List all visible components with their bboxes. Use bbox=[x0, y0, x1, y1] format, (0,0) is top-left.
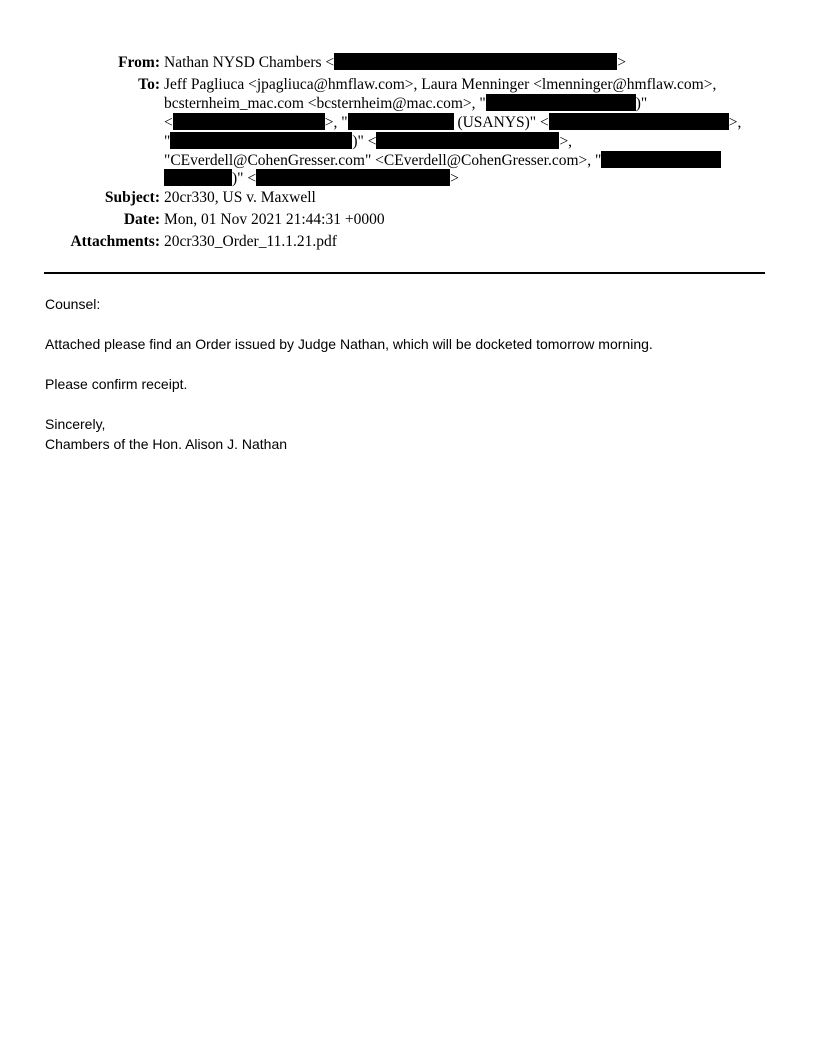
redaction-block bbox=[549, 113, 729, 130]
body-paragraph-1: Attached please find an Order issued by Judge Nathan, which will be docketed tomorrow morning. bbox=[45, 336, 653, 352]
redaction-block bbox=[256, 169, 450, 186]
to-line-6-close: > bbox=[450, 170, 459, 187]
to-line-6 bbox=[164, 169, 459, 188]
to-line-3-close: >, bbox=[728, 114, 742, 131]
from-value bbox=[164, 53, 626, 72]
to-line-5 bbox=[164, 151, 721, 170]
to-line-3-open: < bbox=[164, 114, 173, 131]
to-line-4-close: >, bbox=[559, 133, 573, 150]
attachments-label: Attachments: bbox=[70, 233, 160, 250]
redaction-block bbox=[173, 113, 325, 130]
to-line-5-text: "CEverdell@CohenGresser.com" <CEverdell@CohenGresser.com>, " bbox=[164, 152, 602, 169]
to-line-2-text: bcsternheim_mac.com <bcsternheim@mac.com>, " bbox=[164, 95, 486, 112]
to-line-3-sep: >, " bbox=[324, 114, 348, 131]
redaction-block bbox=[170, 132, 352, 149]
to-line-3 bbox=[164, 113, 741, 132]
from-close: > bbox=[617, 54, 626, 71]
to-line-4-open: " bbox=[164, 133, 171, 150]
body-paragraph-2: Please confirm receipt. bbox=[45, 376, 188, 392]
redaction-block bbox=[376, 132, 559, 149]
subject-value: 20cr330, US v. Maxwell bbox=[164, 189, 316, 206]
redaction-block bbox=[486, 94, 636, 111]
attachment-link[interactable]: 20cr330_Order_11.1.21.pdf bbox=[164, 233, 337, 250]
redaction-block bbox=[164, 169, 232, 186]
subject-label: Subject: bbox=[104, 189, 160, 206]
date-label: Date: bbox=[123, 211, 160, 228]
to-line-2 bbox=[164, 94, 647, 113]
to-line-4 bbox=[164, 132, 572, 151]
redaction-block bbox=[334, 53, 617, 70]
header-divider bbox=[44, 272, 765, 274]
redaction-block bbox=[601, 151, 721, 168]
to-label: To: bbox=[138, 76, 160, 93]
closing: Sincerely, bbox=[45, 416, 106, 432]
from-sender: Nathan NYSD Chambers < bbox=[164, 54, 335, 71]
date-value: Mon, 01 Nov 2021 21:44:31 +0000 bbox=[164, 211, 385, 228]
from-label: From: bbox=[118, 54, 160, 71]
to-line-4-sep: )" < bbox=[352, 133, 377, 150]
to-line-3-usanys: (USANYS)" < bbox=[453, 114, 549, 131]
redaction-block bbox=[348, 113, 454, 130]
salutation: Counsel: bbox=[45, 296, 101, 312]
to-line-6-sep: )" < bbox=[232, 170, 257, 187]
signature: Chambers of the Hon. Alison J. Nathan bbox=[45, 436, 288, 452]
to-line-2-close: )" bbox=[635, 95, 648, 112]
to-line-1: Jeff Pagliuca <jpagliuca@hmflaw.com>, Laura Menninger <lmenninger@hmflaw.com>, bbox=[164, 76, 717, 93]
